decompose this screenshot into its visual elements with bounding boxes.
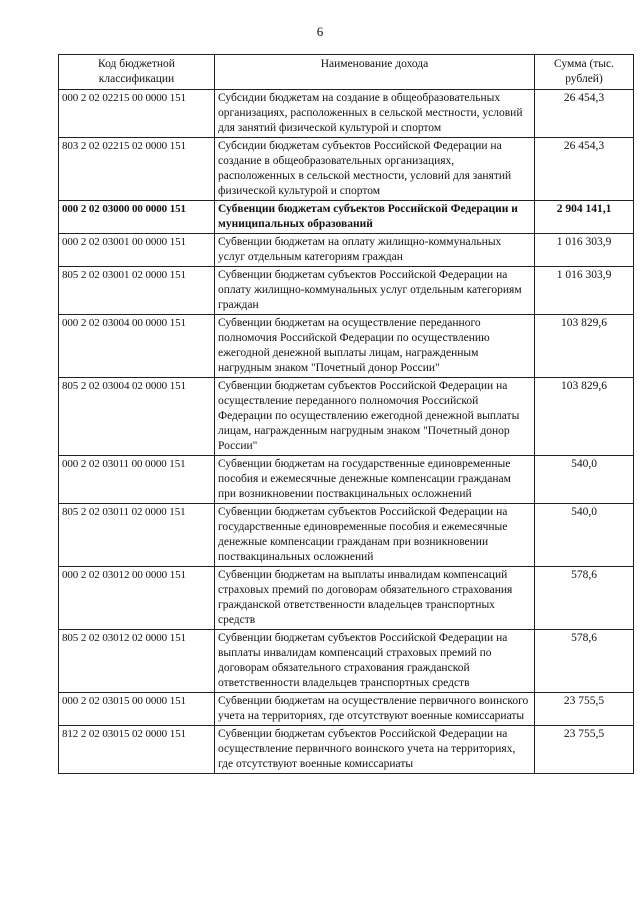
cell-name: Субвенции бюджетам на осуществление переданного полномочия Российской Федерации по осуществлению ежегодной денежной выплаты лицам, награжденным нагрудным знаком "Почетный донор России" [215, 315, 535, 378]
cell-code: 803 2 02 02215 02 0000 151 [59, 138, 215, 201]
cell-code: 000 2 02 03015 00 0000 151 [59, 693, 215, 726]
cell-sum: 540,0 [535, 504, 634, 567]
cell-name: Субвенции бюджетам субъектов Российской Федерации на государственные единовременные пособия и ежемесячные денежные компенсации гражданам при возникновении поствакцинальных осложнений [215, 504, 535, 567]
cell-sum: 23 755,5 [535, 726, 634, 774]
header-sum: Сумма (тыс. рублей) [535, 55, 634, 90]
table-row [59, 234, 634, 267]
cell-name: Субвенции бюджетам субъектов Российской Федерации на выплаты инвалидам компенсаций страховых премий по договорам обязательного страхования гражданской ответственности владельцев транспортных средств [215, 630, 535, 693]
table-row [59, 693, 634, 726]
header-name: Наименование дохода [215, 55, 535, 90]
table-row [59, 378, 634, 456]
table-row [59, 726, 634, 774]
cell-name: Субвенции бюджетам на осуществление первичного воинского учета на территориях, где отсутствуют военные комиссариаты [215, 693, 535, 726]
table-row [59, 267, 634, 315]
cell-code: 000 2 02 03000 00 0000 151 [59, 201, 215, 234]
cell-name: Субвенции бюджетам субъектов Российской Федерации на оплату жилищно-коммунальных услуг отдельным категориям граждан [215, 267, 535, 315]
cell-sum: 26 454,3 [535, 138, 634, 201]
cell-sum: 1 016 303,9 [535, 267, 634, 315]
table-row [59, 138, 634, 201]
cell-name: Субсидии бюджетам на создание в общеобразовательных организациях, расположенных в сельской местности, условий для занятий физической культурой и спортом [215, 90, 535, 138]
table-header-row [59, 55, 634, 90]
table-row [59, 456, 634, 504]
cell-sum: 578,6 [535, 630, 634, 693]
header-code: Код бюджетной классификации [59, 55, 215, 90]
cell-sum: 2 904 141,1 [535, 201, 634, 234]
cell-name: Субвенции бюджетам субъектов Российской Федерации на осуществление переданного полномочия Российской Федерации по осуществлению ежегодной денежной выплаты лицам, награжденным нагрудным знаком "Почетный донор России" [215, 378, 535, 456]
cell-name: Субвенции бюджетам субъектов Российской Федерации и муниципальных образований [215, 201, 535, 234]
table-row [59, 504, 634, 567]
cell-code: 000 2 02 03011 00 0000 151 [59, 456, 215, 504]
cell-sum: 1 016 303,9 [535, 234, 634, 267]
cell-name: Субвенции бюджетам на выплаты инвалидам компенсаций страховых премий по договорам обязательного страхования гражданской ответственности владельцев транспортных средств [215, 567, 535, 630]
table-row [59, 315, 634, 378]
cell-code: 000 2 02 02215 00 0000 151 [59, 90, 215, 138]
cell-sum: 540,0 [535, 456, 634, 504]
cell-code: 000 2 02 03001 00 0000 151 [59, 234, 215, 267]
budget-revenue-table [58, 54, 634, 774]
cell-code: 812 2 02 03015 02 0000 151 [59, 726, 215, 774]
cell-name: Субвенции бюджетам на оплату жилищно-коммунальных услуг отдельным категориям граждан [215, 234, 535, 267]
table-row [59, 90, 634, 138]
cell-sum: 578,6 [535, 567, 634, 630]
cell-code: 805 2 02 03001 02 0000 151 [59, 267, 215, 315]
cell-code: 805 2 02 03004 02 0000 151 [59, 378, 215, 456]
cell-name: Субсидии бюджетам субъектов Российской Федерации на создание в общеобразовательных организациях, расположенных в сельской местности, условий для занятий физической культурой и спортом [215, 138, 535, 201]
cell-code: 000 2 02 03012 00 0000 151 [59, 567, 215, 630]
cell-sum: 23 755,5 [535, 693, 634, 726]
cell-name: Субвенции бюджетам на государственные единовременные пособия и ежемесячные денежные компенсации гражданам при возникновении поствакцинальных осложнений [215, 456, 535, 504]
cell-name: Субвенции бюджетам субъектов Российской Федерации на осуществление первичного воинского учета на территориях, где отсутствуют военные комиссариаты [215, 726, 535, 774]
page-number: 6 [316, 24, 324, 39]
cell-code: 805 2 02 03012 02 0000 151 [59, 630, 215, 693]
cell-sum: 26 454,3 [535, 90, 634, 138]
table-row [59, 201, 634, 234]
cell-sum: 103 829,6 [535, 378, 634, 456]
cell-code: 805 2 02 03011 02 0000 151 [59, 504, 215, 567]
cell-sum: 103 829,6 [535, 315, 634, 378]
table-row [59, 567, 634, 630]
table-row [59, 630, 634, 693]
cell-code: 000 2 02 03004 00 0000 151 [59, 315, 215, 378]
